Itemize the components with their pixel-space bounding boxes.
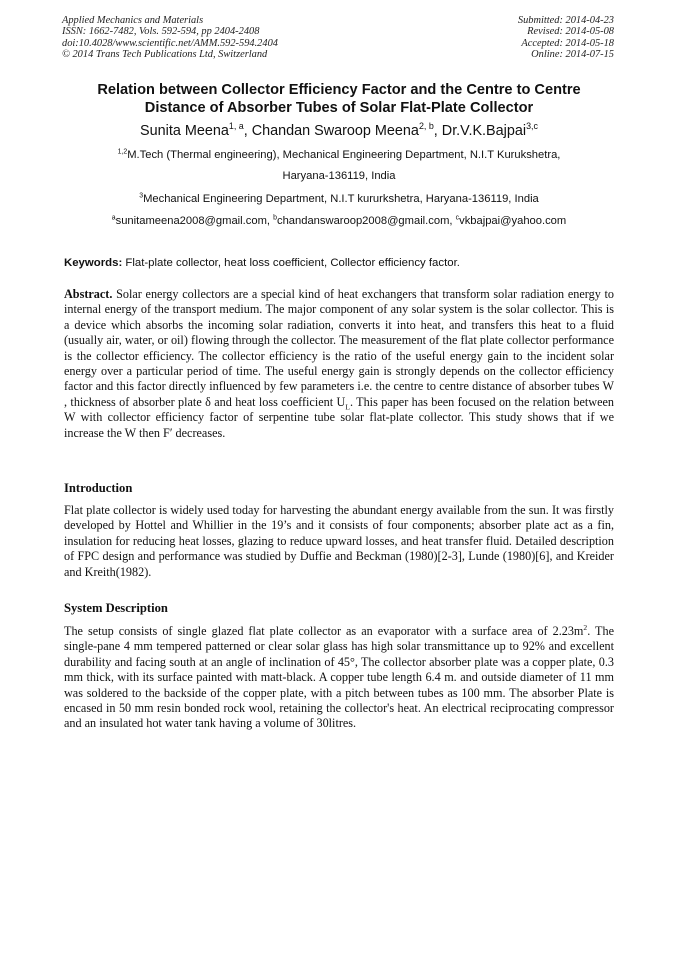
abstract-text: Solar energy collectors are a special kind of heat exchangers that transform solar radiation energy to internal energy of the transport medium. The major component of any solar system is the solar collector. This is a device which absorbs the incoming solar radiation, converts it into heat, and transfers this heat to a fluid (usually air, water, or oil) flowing through the collector. The measurement of the flat plate collector performance is the collector efficiency. The collector efficiency is the ratio of the useful energy gain to the incident solar energy over a particular period of time. The useful energy gain is strongly depends on the collector efficiency factor and this factor directly influenced by few parameters i.e. the centre to centre distance of absorber tubes W , thickness of absorber plate δ and heat loss coefficient U [64, 287, 614, 409]
affiliation-2-text: Mechanical Engineering Department, N.I.T kururkshetra, Haryana-136119, India [143, 193, 539, 205]
doi-line: doi:10.4028/www.scientific.net/AMM.592-594.2404 [62, 37, 278, 49]
email-c: vkbajpai@yahoo.com [459, 215, 567, 227]
journal-name: Applied Mechanics and Materials [62, 15, 204, 26]
author-2-affil: 2, b [418, 121, 434, 132]
online-date: Online: 2014-07-15 [531, 49, 614, 61]
revised-date: Revised: 2014-05-08 [527, 26, 614, 38]
title-line-2: Distance of Absorber Tubes of Solar Flat-Plate Collector [144, 100, 534, 116]
introduction-heading: Introduction [64, 481, 133, 495]
accepted-date: Accepted: 2014-05-18 [521, 37, 614, 49]
copyright-line: © 2014 Trans Tech Publications Ltd, Switzerland [62, 49, 268, 61]
affiliation-1 [40, 148, 638, 183]
email-a: sunitameena2008@gmail.com, [115, 215, 274, 227]
affiliation-2 [40, 192, 638, 206]
author-1: Sunita Meena [140, 123, 229, 139]
issn-line: ISSN: 1662-7482, Vols. 592-594, pp 2404-2408 [62, 26, 260, 38]
journal-info [62, 15, 278, 61]
email-a-marker: a [111, 214, 116, 222]
email-c-marker: c [455, 214, 460, 222]
author-list [40, 122, 638, 140]
abstract-paragraph [64, 287, 614, 441]
keywords-text: Flat-plate collector, heat loss coefficient, Collector efficiency factor. [122, 257, 460, 269]
system-text-a: The setup consists of single glazed flat plate collector as an evaporator with a surface area of 2.23m [64, 624, 584, 638]
affiliation-1-line-2: Haryana-136119, India [282, 170, 396, 182]
author-3-affil: 3,c [526, 121, 538, 132]
email-b: chandanswaroop2008@gmail.com, [276, 215, 456, 227]
system-description-heading: System Description [64, 601, 168, 615]
author-2: Chandan Swaroop Meena [251, 123, 419, 139]
ul-subscript: L [345, 402, 350, 412]
system-description-paragraph [64, 624, 614, 732]
introduction-paragraph: Flat plate collector is widely used today for harvesting the abundant energy available from the sun. It was firstly developed by Hottel and Whillier in the 19’s and it consists of four components; absorber plate act as a fin, insulation for reducing heat losses, glazing to reduce upward losses, and heat transfer fluid. Detailed description of FPC design and performance was studied by Duffie and Beckman (1980)[2-3], Lunde (1980)[6], and Kreider and Kreith(1982). [64, 503, 614, 579]
affiliation-1-marker: 1,2 [117, 148, 128, 156]
area-superscript: 2 [583, 622, 588, 632]
affiliation-2-marker: 3 [139, 192, 144, 200]
author-1-affil: 1, a [228, 121, 244, 132]
paper-title [60, 81, 618, 117]
system-text-b: . The single-pane 4 mm tempered patterned or clear solar glass has high solar transmittance up to 92% and excellent durability and facing south at an angle of inclination of 45°, The collector absorber plate was a copper plate, 0.3 mm thick, with its surface painted with matt-black. A copper tube length 6.4 m. and outside diameter of 11 mm was soldered to the backside of the copper plate, with a pitch between tubes as 100 mm. The absorber Plate is encased in 50 mm resin bonded rock wool, retaining the collector's heat. An electrical reciprocating compressor and an insulated hot water tank having a volume of 30litres. [64, 624, 614, 731]
affiliation-1-line-1: M.Tech (Thermal engineering), Mechanical Engineering Department, N.I.T Kurukshetra, [127, 149, 561, 161]
author-emails [40, 214, 638, 228]
author-3: Dr.V.K.Bajpai [441, 123, 527, 139]
keywords [64, 256, 614, 270]
publication-dates [518, 15, 614, 61]
author-separator: , [243, 123, 252, 139]
email-b-marker: b [273, 214, 277, 222]
author-separator: , [433, 123, 442, 139]
keywords-label: Keywords: [64, 257, 123, 269]
submitted-date: Submitted: 2014-04-23 [517, 15, 614, 26]
title-line-1: Relation between Collector Efficiency Factor and the Centre to Centre [97, 82, 581, 98]
abstract-label: Abstract. [64, 287, 113, 301]
abstract-text-end: . This paper has been focused on the relation between W with collector efficiency factor of serpentine tube solar flat-plate collector. This study shows that if we increase the W then F′ decreases. [64, 394, 614, 440]
